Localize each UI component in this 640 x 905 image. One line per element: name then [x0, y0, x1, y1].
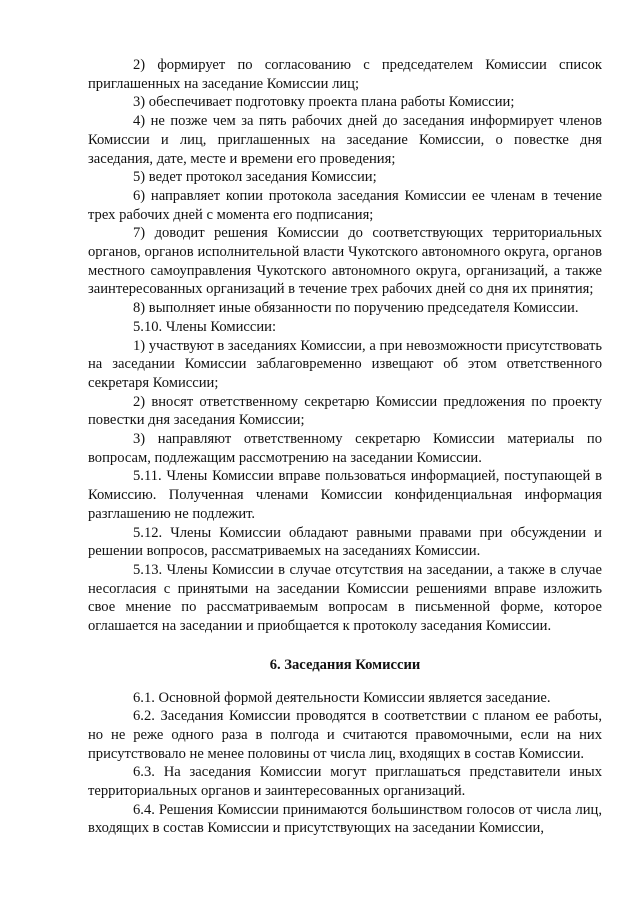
paragraph-6-2: 6.2. Заседания Комиссии проводятся в соответствии с планом ее работы, но не реже одного раза в полгода и считаются правомочными, если на них присутствовало не менее половины от числа лиц, входящих в состав Комиссии.	[88, 708, 602, 762]
paragraph-5-10-1: 1) участвуют в заседаниях Комиссии, а при невозможности присутствовать на заседании Комиссии заблаговременно извещают об этом ответственного секретаря Комиссии;	[88, 337, 602, 391]
section-heading: 6. Заседания Комиссии	[269, 656, 421, 673]
paragraph-6-4: 6.4. Решения Комиссии принимаются большинством голосов от числа лиц, входящих в состав Комиссии и присутствующих на заседании Комиссии,	[88, 801, 602, 837]
paragraph-5-9-5: 5) ведет протокол заседания Комиссии;	[133, 169, 377, 186]
paragraph-5-13: 5.13. Члены Комиссии в случае отсутствия на заседании, а также в случае несогласия с принятыми на заседании Комиссии решениями вправе изложить свое мнение по рассматриваемым вопросам в письменной форме, которое оглашается на заседании и приобщается к протоколу заседания Комиссии.	[88, 561, 602, 635]
paragraph-5-9-7: 7) доводит решения Комиссии до соответствующих территориальных органов, органов исполнительной власти Чукотского автономного округа, органов местного самоуправления Чукотского автономного округа, организаций, а также заинтересованных организаций в течение трех рабочих дней со дня их принятия;	[88, 225, 602, 298]
paragraph-5-9-4: 4) не позже чем за пять рабочих дней до заседания информирует членов Комиссии и лиц, приглашенных на заседание Комиссии, о повестке дня заседания, дате, месте и времени его проведения;	[88, 113, 602, 167]
paragraph-5-12: 5.12. Члены Комиссии обладают равными правами при обсуждении и решении вопросов, рассматриваемых на заседаниях Комиссии.	[88, 524, 602, 560]
paragraph-5-9-2: 2) формирует по согласованию с председателем Комиссии список приглашенных на заседание Комиссии лиц;	[88, 57, 602, 92]
paragraph-5-11: 5.11. Члены Комиссии вправе пользоваться информацией, поступающей в Комиссию. Полученная членами Комиссии конфиденциальная информация разглашению не подлежит.	[88, 468, 602, 522]
paragraph-5-10-2: 2) вносят ответственному секретарю Комиссии предложения по проекту повестки дня заседания Комиссии;	[88, 393, 602, 429]
paragraph-5-10-3: 3) направляют ответственному секретарю Комиссии материалы по вопросам, подлежащим рассмотрению на заседании Комиссии.	[88, 431, 602, 466]
paragraph-5-9-3: 3) обеспечивает подготовку проекта плана работы Комиссии;	[133, 94, 515, 111]
paragraph-6-1: 6.1. Основной формой деятельности Комиссии является заседание.	[133, 689, 551, 706]
paragraph-5-9-6: 6) направляет копии протокола заседания Комиссии ее членам в течение трех рабочих дней с момента его подписания;	[88, 187, 602, 223]
document-page	[88, 56, 602, 838]
paragraph-5-9-8: 8) выполняет иные обязанности по поручению председателя Комиссии.	[133, 300, 579, 317]
paragraph-6-3: 6.3. На заседания Комиссии могут приглашаться представители иных территориальных органов и заинтересованных организаций.	[88, 764, 602, 800]
paragraph-5-10: 5.10. Члены Комиссии:	[133, 318, 277, 335]
